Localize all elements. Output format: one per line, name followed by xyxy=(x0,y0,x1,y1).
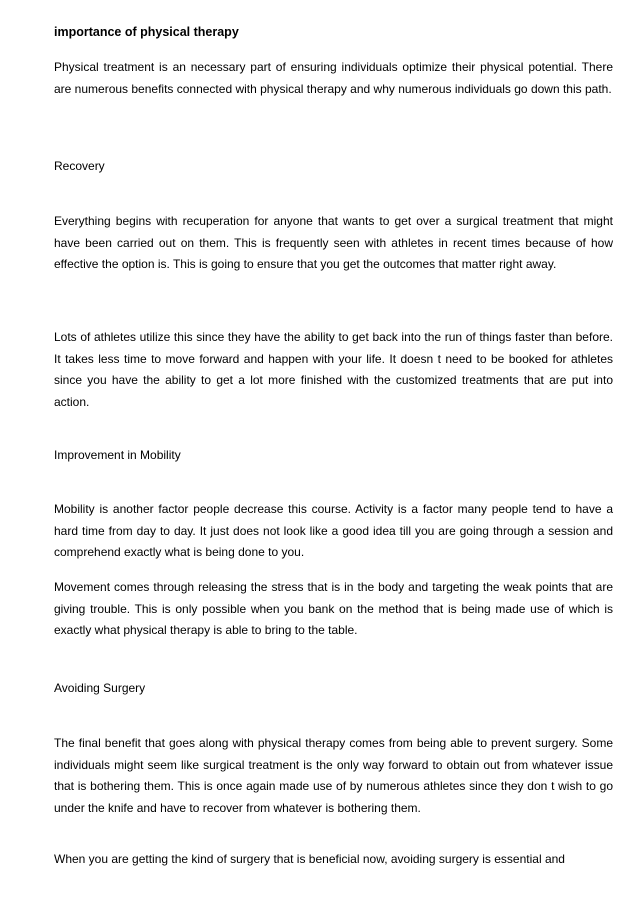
section-heading-avoiding-surgery: Avoiding Surgery xyxy=(54,681,146,695)
recovery-paragraph-2: Lots of athletes utilize this since they have the ability to get back into the run of things faster than before. It takes less time to move forward and happen with your life. It doesn t need to be booked for athletes since you have the ability to get a lot more finished with the customized treatments that are put into action. xyxy=(54,330,613,409)
surgery-paragraph-2: When you are getting the kind of surgery that is beneficial now, avoiding surgery is essential and xyxy=(54,852,565,866)
mobility-paragraph-1: Mobility is another factor people decrease this course. Activity is a factor many people tend to have a hard time from day to day. It just does not look like a good idea till you are going through a session and comprehend exactly what is being done to you. xyxy=(54,502,613,559)
section-heading-mobility: Improvement in Mobility xyxy=(54,448,181,462)
section-heading-recovery: Recovery xyxy=(54,159,105,173)
mobility-paragraph-2: Movement comes through releasing the stress that is in the body and targeting the weak points that are giving trouble. This is only possible when you bank on the method that is being made use of which is exactly what physical therapy is able to bring to the table. xyxy=(54,580,613,637)
document-title: importance of physical therapy xyxy=(54,25,239,39)
surgery-paragraph-1: The final benefit that goes along with physical therapy comes from being able to prevent surgery. Some individuals might seem like surgical treatment is the only way forward to obtain out from whatever issue that is bothering them. This is once again made use of by numerous athletes since they don t wish to go under the knife and have to recover from whatever is bothering them. xyxy=(54,736,613,815)
recovery-paragraph-1: Everything begins with recuperation for anyone that wants to get over a surgical treatment that might have been carried out on them. This is frequently seen with athletes in recent times because of how effective the option is. This is going to ensure that you get the outcomes that matter right away. xyxy=(54,214,613,271)
intro-paragraph: Physical treatment is an necessary part of ensuring individuals optimize their physical potential. There are numerous benefits connected with physical therapy and why numerous individuals go down this path. xyxy=(54,60,613,96)
